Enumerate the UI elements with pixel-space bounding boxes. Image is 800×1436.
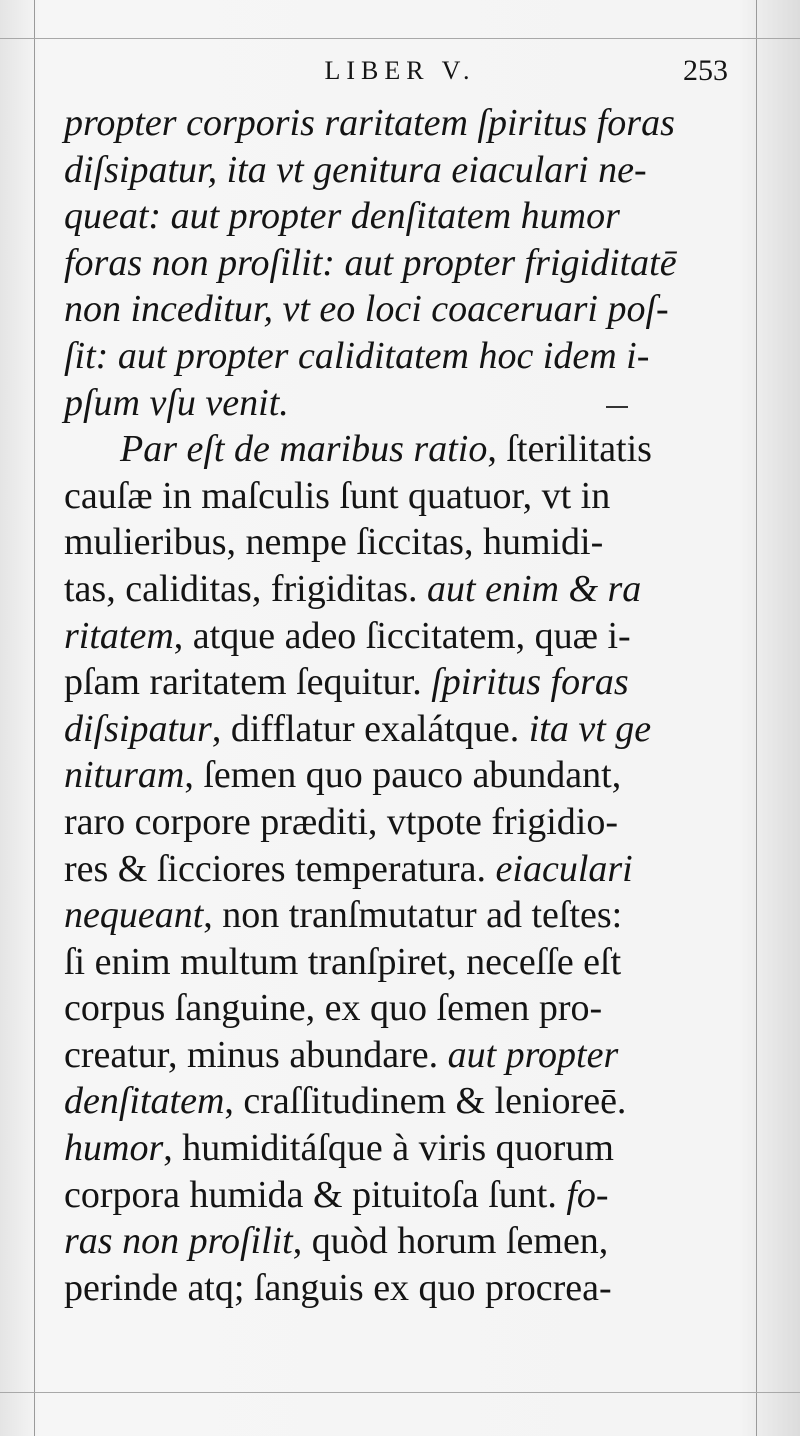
roman-segment: corpora humida & pituitoſa ſunt. xyxy=(64,1173,567,1216)
roman-segment: , ſterilitatis xyxy=(487,428,652,471)
roman-segment: corpus ſanguine, ex quo ſemen pro- xyxy=(64,987,603,1030)
roman-segment: pſam raritatem ſequitur. xyxy=(64,661,432,704)
text-line xyxy=(64,426,736,473)
text-line xyxy=(64,752,736,799)
roman-segment: , non tranſmutatur ad teſtes: xyxy=(203,894,623,937)
italic-segment: diſsipatur, ita vt genitura eiaculari ne- xyxy=(64,148,647,191)
italic-segment: aut enim & ra xyxy=(427,567,642,610)
text-line xyxy=(64,1032,736,1079)
text-line xyxy=(64,613,736,660)
italic-segment: fo- xyxy=(566,1173,609,1216)
text-line xyxy=(64,333,736,380)
text-line xyxy=(64,659,736,706)
text-line xyxy=(64,706,736,753)
text-line xyxy=(64,193,736,240)
italic-segment: nequeant xyxy=(64,894,204,937)
roman-segment: , humiditáſque à viris quorum xyxy=(163,1127,614,1170)
roman-segment: cauſæ in maſculis ſunt quatuor, vt in xyxy=(64,474,611,517)
italic-segment: foras non proſilit: aut propter frigiditatē xyxy=(64,241,677,284)
text-line xyxy=(64,1172,736,1219)
italic-segment: ita vt ge xyxy=(528,707,652,750)
italic-segment: ras non proſilit xyxy=(64,1220,293,1263)
text-line xyxy=(64,1078,736,1125)
text-line xyxy=(64,846,736,893)
roman-segment: raro corpore præditi, vtpote frigidio- xyxy=(64,800,619,843)
roman-segment: , atque adeo ſiccitatem, quæ i- xyxy=(173,614,631,657)
text-line xyxy=(64,799,736,846)
italic-segment: Par eſt de maribus ratio xyxy=(120,428,488,471)
text-line xyxy=(64,1125,736,1172)
roman-segment: , ſemen quo pauco abundant, xyxy=(184,754,622,797)
roman-segment: creatur, minus abundare. xyxy=(64,1033,448,1076)
italic-segment: ſit: aut propter caliditatem hoc idem i- xyxy=(64,334,650,377)
page-rule-bottom xyxy=(0,1392,800,1393)
italic-segment: ſpiritus foras xyxy=(431,661,629,704)
italic-segment: eiaculari xyxy=(495,847,633,890)
text-line xyxy=(64,286,736,333)
text-line xyxy=(64,380,736,427)
italic-segment: diſsipatur xyxy=(64,707,212,750)
text-line xyxy=(64,147,736,194)
italic-segment: aut propter xyxy=(447,1033,619,1076)
roman-segment: , difflatur exalátque. xyxy=(211,707,529,750)
italic-segment: humor xyxy=(64,1127,164,1170)
roman-segment: perinde atq; ſanguis ex quo procrea- xyxy=(64,1266,612,1309)
page-header xyxy=(60,50,740,94)
italic-segment: nituram xyxy=(64,754,185,797)
text-line xyxy=(64,100,736,147)
page-rule-top xyxy=(0,38,800,39)
end-dash xyxy=(606,406,628,408)
roman-segment: , craſſitudinem & lenioreē. xyxy=(224,1080,627,1123)
body-text xyxy=(64,100,736,1311)
text-line xyxy=(64,240,736,287)
text-line xyxy=(64,892,736,939)
text-line xyxy=(64,939,736,986)
page-rule-left xyxy=(34,0,35,1436)
italic-segment: pſum vſu venit. xyxy=(64,381,289,424)
text-line xyxy=(64,1265,736,1312)
italic-segment: queat: aut propter denſitatem humor xyxy=(64,195,620,238)
page-rule-right xyxy=(756,0,757,1436)
roman-segment: ſi enim multum tranſpiret, neceſſe eſt xyxy=(64,940,622,983)
italic-segment: propter corporis raritatem ſpiritus foras xyxy=(64,102,675,144)
italic-segment: ritatem xyxy=(64,614,174,657)
text-line xyxy=(64,519,736,566)
text-line xyxy=(64,473,736,520)
roman-segment: tas, caliditas, frigiditas. xyxy=(64,567,428,610)
text-line xyxy=(64,985,736,1032)
text-line xyxy=(64,1218,736,1265)
roman-segment: mulieribus, nempe ſiccitas, humidi- xyxy=(64,521,604,564)
italic-segment: non inceditur, vt eo loci coaceruari poſ- xyxy=(64,288,669,331)
italic-segment: denſitatem xyxy=(64,1080,225,1123)
text-line xyxy=(64,566,736,613)
roman-segment: , quòd horum ſemen, xyxy=(292,1220,609,1263)
roman-segment: res & ſicciores temperatura. xyxy=(64,847,496,890)
page-number: 253 xyxy=(683,54,728,87)
running-title: LIBER V. xyxy=(324,56,476,85)
